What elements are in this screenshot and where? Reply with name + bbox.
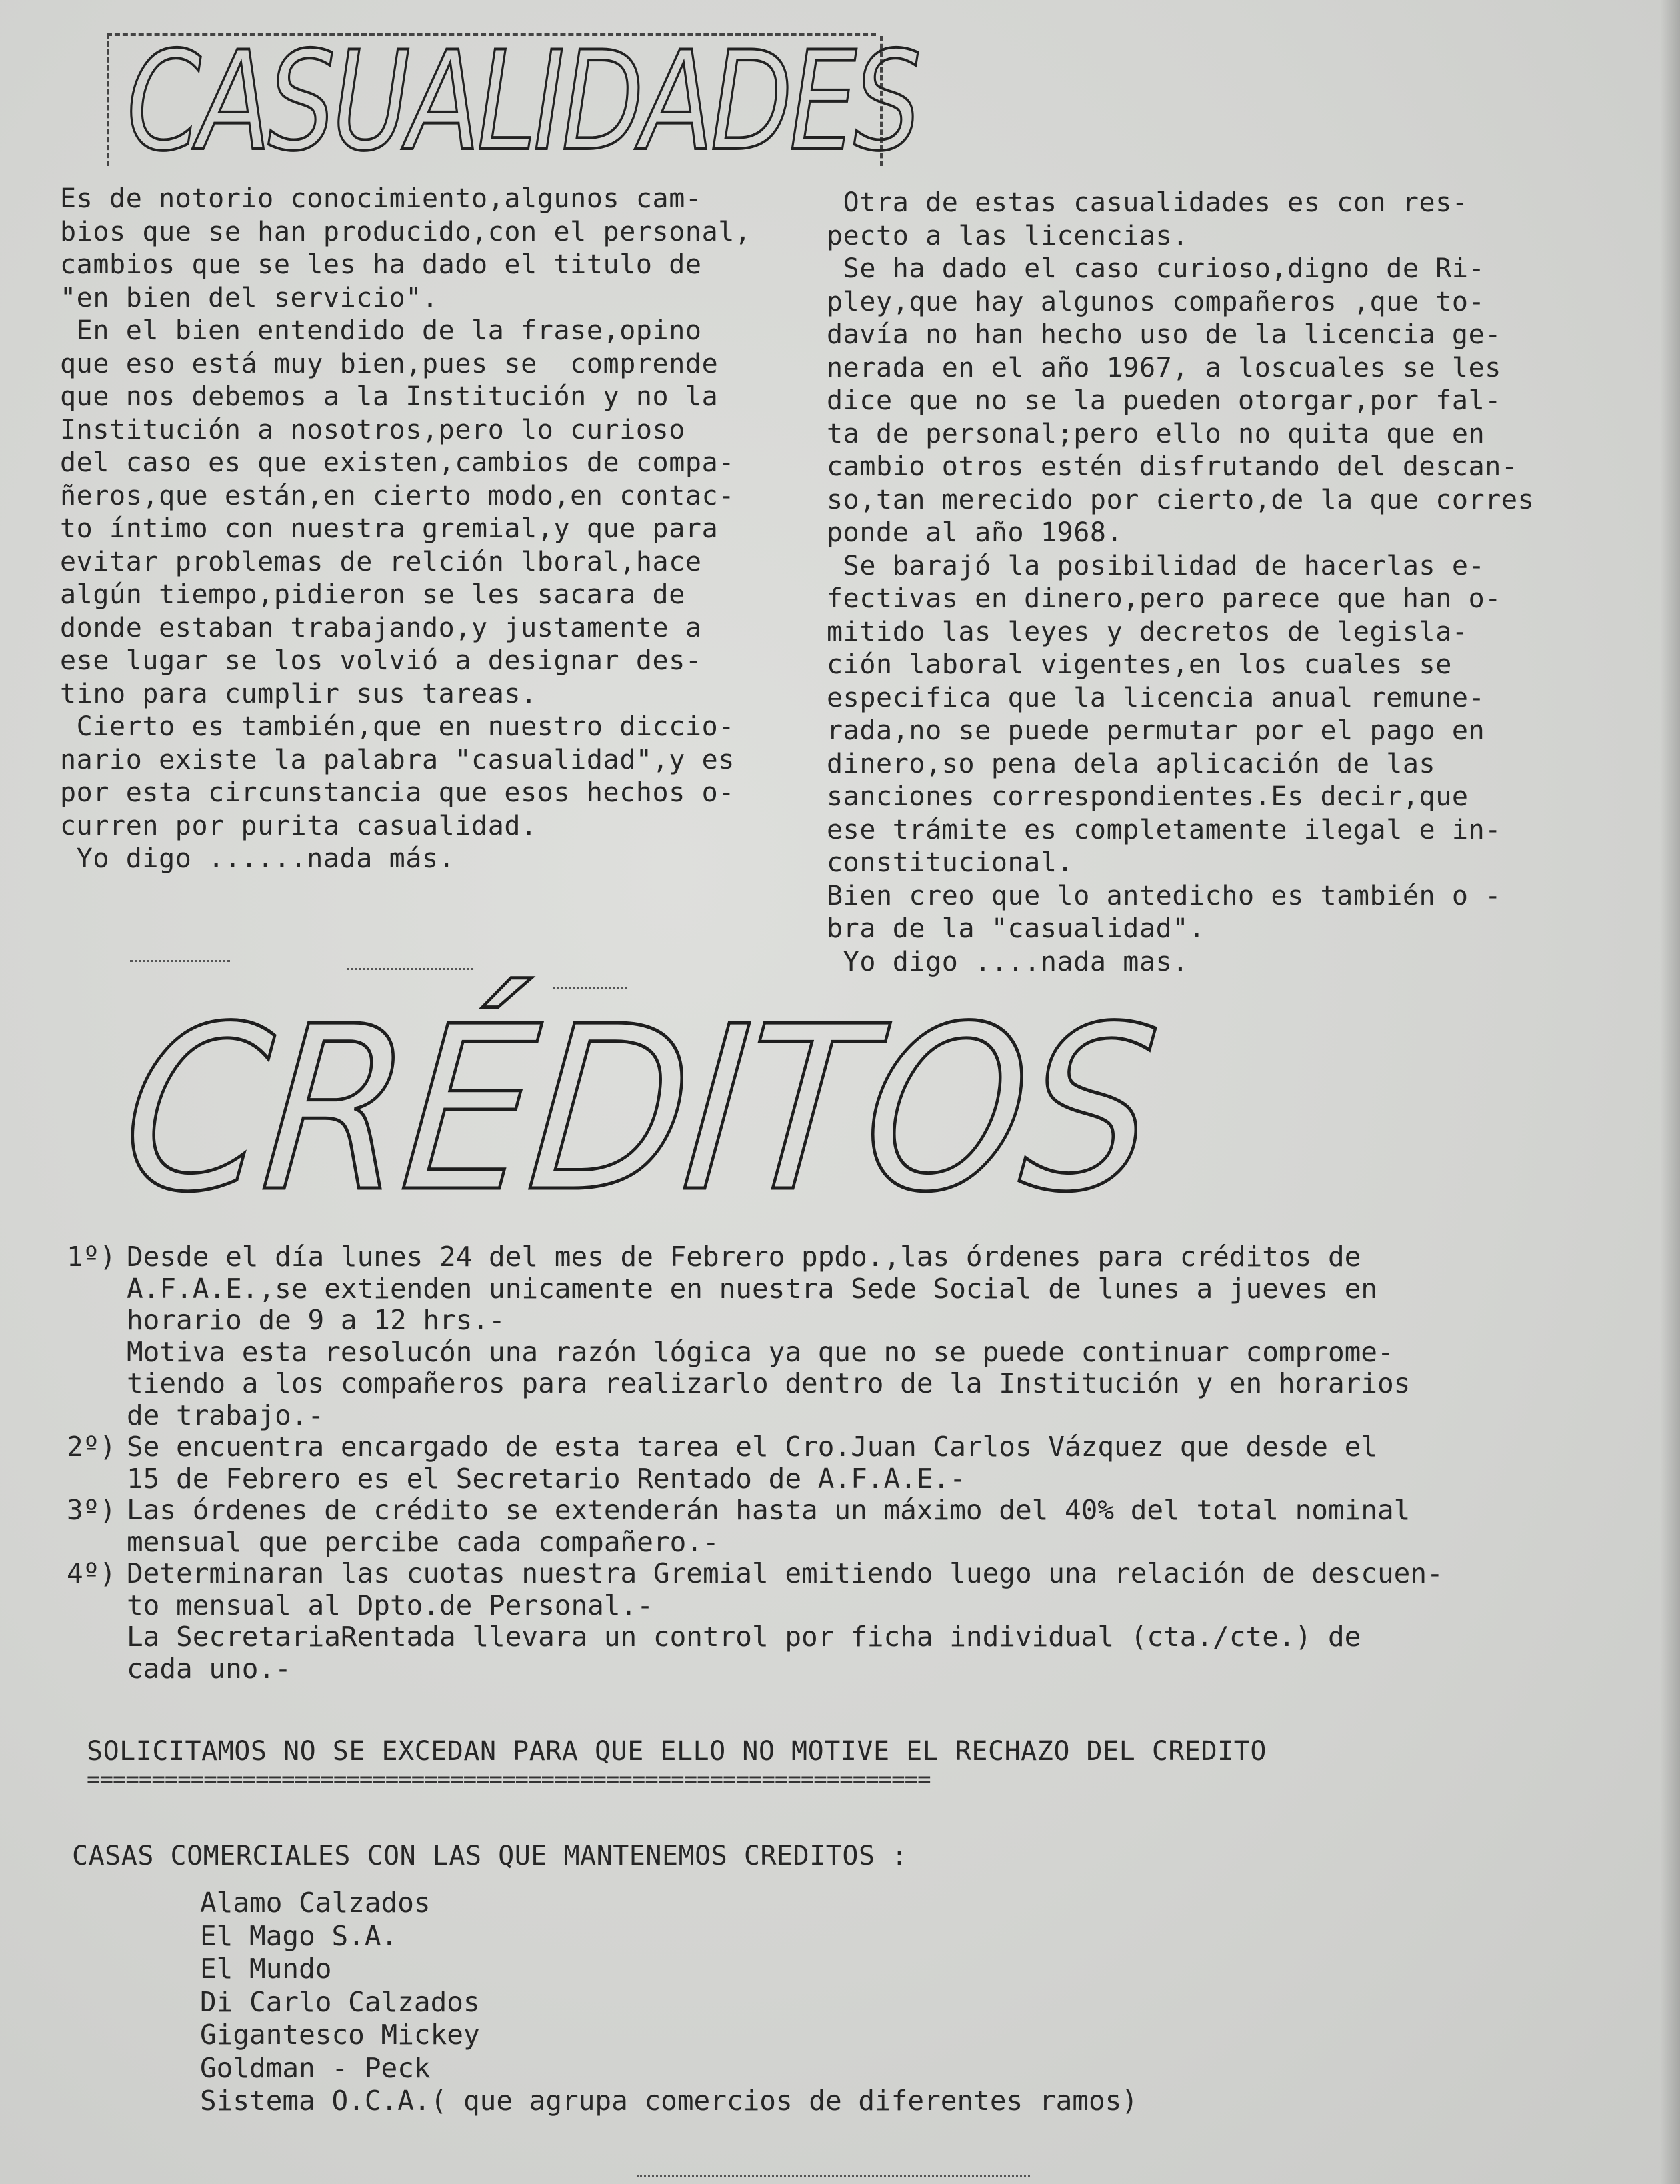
text-line: Yo digo ....nada mas. (827, 946, 1189, 977)
text-line: Se ha dado el caso curioso,digno de Ri- (827, 253, 1485, 284)
credit-item-text: A.F.A.E.,se extienden unicamente en nuestra Sede Social de lunes a jueves en (127, 1272, 1377, 1305)
credit-item-text: de trabajo.- (127, 1399, 325, 1431)
credit-item-text: 15 de Febrero es el Secretario Rentado de A.F.A.E.- (127, 1462, 966, 1495)
section-title-casualidades: CASUALIDADES (127, 23, 919, 181)
credit-item-text: horario de 9 a 12 hrs.- (127, 1304, 505, 1336)
text-line: "en bien del servicio". (60, 282, 439, 313)
text-line: Es de notorio conocimiento,algunos cam- (60, 183, 702, 214)
section-title-creditos: CRÉDITOS (113, 978, 1165, 1242)
text-line: que nos debemos a la Institución y no la (60, 381, 719, 412)
text-line: pley,que hay algunos compañeros ,que to- (827, 286, 1485, 317)
credit-item-text: to mensual al Dpto.de Personal.- (127, 1589, 653, 1621)
casas-list (200, 1887, 1138, 2118)
credit-item-line (67, 1368, 1443, 1400)
text-line: ción laboral vigentes,en los cuales se (827, 649, 1452, 680)
text-line: bios que se han producido,con el personal, (60, 216, 751, 247)
credit-item-line (67, 1495, 1443, 1527)
credit-item-line (67, 1621, 1443, 1653)
text-line: cambio otros estén disfrutando del descan- (827, 451, 1518, 482)
equals-separator: ================================================================= (87, 1766, 931, 1793)
text-line: ese trámite es completamente ilegal e in- (827, 814, 1501, 845)
credit-notice: SOLICITAMOS NO SE EXCEDAN PARA QUE ELLO NO MOTIVE EL RECHAZO DEL CREDITO (87, 1736, 1267, 1767)
text-line: cambios que se les ha dado el titulo de (60, 249, 702, 280)
casa-comercial-item: Gigantesco Mickey (200, 2019, 480, 2051)
dotted-separator (347, 968, 473, 970)
credit-item-line (67, 1305, 1443, 1337)
credit-item-text: Se encuentra encargado de esta tarea el Cro.Juan Carlos Vázquez que desde el (127, 1431, 1377, 1463)
credit-item-number: 2º) (67, 1431, 117, 1463)
credit-item-line (67, 1337, 1443, 1369)
casa-comercial-item: Goldman - Peck (200, 2051, 431, 2084)
text-line: dinero,so pena dela aplicación de las (827, 748, 1436, 779)
text-line: davía no han hecho uso de la licencia ge- (827, 319, 1501, 350)
text-line: especifica que la licencia anual remune- (827, 682, 1485, 713)
text-line: Institución a nosotros,pero lo curioso (60, 414, 685, 445)
text-line: Bien creo que lo antedicho es también o - (827, 880, 1501, 911)
text-line: Se barajó la posibilidad de hacerlas e- (827, 550, 1485, 581)
credit-item-text: Determinaran las cuotas nuestra Gremial emitiendo luego una relación de descuen- (127, 1557, 1443, 1589)
credit-item-line (67, 1558, 1443, 1590)
credit-item-line (67, 1527, 1443, 1559)
text-line: rada,no se puede permutar por el pago en (827, 715, 1485, 746)
text-line: donde estaban trabajando,y justamente a (60, 612, 702, 643)
casa-comercial-item: Sistema O.C.A.( que agrupa comercios de diferentes ramos) (200, 2085, 1138, 2117)
text-line: que eso está muy bien,pues se comprende (60, 348, 719, 379)
text-line: del caso es que existen,cambios de compa- (60, 447, 735, 478)
text-line: fectivas en dinero,pero parece que han o- (827, 583, 1501, 614)
text-line: Yo digo ......nada más. (60, 843, 455, 874)
text-line: ta de personal;pero ello no quita que en (827, 418, 1485, 449)
credit-item-text: cada uno.- (127, 1652, 291, 1685)
text-line: dice que no se la pueden otorgar,por fal- (827, 385, 1501, 416)
text-line: evitar problemas de relción lboral,hace (60, 546, 702, 577)
casas-heading: CASAS COMERCIALES CON LAS QUE MANTENEMOS CREDITOS : (72, 1841, 908, 1871)
text-line: so,tan merecido por cierto,de la que corres (827, 484, 1535, 515)
credit-item-line (67, 1273, 1443, 1305)
text-line: Otra de estas casualidades es con res- (827, 187, 1469, 218)
text-line: curren por purita casualidad. (60, 810, 537, 841)
bottom-dotted-line (637, 2175, 1030, 2177)
creditos-items (67, 1241, 1443, 1685)
dotted-separator (130, 960, 230, 962)
text-line: algún tiempo,pidieron se les sacara de (60, 579, 685, 610)
text-line: En el bien entendido de la frase,opino (60, 315, 702, 346)
credit-item-text: Motiva esta resolucón una razón lógica ya que no se puede continuar comprome- (127, 1335, 1394, 1368)
text-line: bra de la "casualidad". (827, 913, 1205, 944)
text-line: pecto a las licencias. (827, 220, 1189, 251)
casualidades-left-column (60, 183, 751, 876)
credit-item-number: 4º) (67, 1557, 117, 1589)
credit-item-text: Las órdenes de crédito se extenderán hasta un máximo del 40% del total nominal (127, 1494, 1411, 1526)
text-line: constitucional. (827, 847, 1074, 878)
casa-comercial-item: Alamo Calzados (200, 1887, 431, 1919)
text-line: tino para cumplir sus tareas. (60, 678, 537, 709)
casa-comercial-item: El Mago S.A. (200, 1919, 398, 1952)
text-line: nario existe la palabra "casualidad",y es (60, 744, 735, 775)
text-line: por esta circunstancia que esos hechos o- (60, 777, 735, 808)
text-line: to íntimo con nuestra gremial,y que para (60, 513, 719, 544)
text-line: sanciones correspondientes.Es decir,que (827, 781, 1469, 812)
text-line: ese lugar se los volvió a designar des- (60, 645, 702, 676)
text-line: ponde al año 1968. (827, 517, 1123, 548)
credit-item-line (67, 1241, 1443, 1273)
credit-item-line (67, 1463, 1443, 1495)
text-line: ñeros,que están,en cierto modo,en contac- (60, 480, 735, 511)
text-line: nerada en el año 1967, a loscuales se les (827, 352, 1501, 383)
credit-item-line (67, 1400, 1443, 1432)
text-line: mitido las leyes y decretos de legisla- (827, 616, 1469, 647)
credit-item-text: La SecretariaRentada llevara un control por ficha individual (cta./cte.) de (127, 1621, 1361, 1653)
credit-item-line (67, 1431, 1443, 1463)
casa-comercial-item: El Mundo (200, 1953, 332, 1985)
text-line: Cierto es también,que en nuestro diccio- (60, 711, 735, 742)
credit-item-line (67, 1653, 1443, 1685)
credit-item-text: mensual que percibe cada compañero.- (127, 1525, 719, 1558)
credit-item-text: tiendo a los compañeros para realizarlo dentro de la Institución y en horarios (127, 1367, 1411, 1399)
credit-item-number: 3º) (67, 1494, 117, 1526)
credit-item-line (67, 1590, 1443, 1622)
casa-comercial-item: Di Carlo Calzados (200, 1985, 480, 2018)
credit-item-number: 1º) (67, 1241, 117, 1273)
credit-item-text: Desde el día lunes 24 del mes de Febrero ppdo.,las órdenes para créditos de (127, 1241, 1361, 1273)
casualidades-right-column (827, 187, 1534, 979)
